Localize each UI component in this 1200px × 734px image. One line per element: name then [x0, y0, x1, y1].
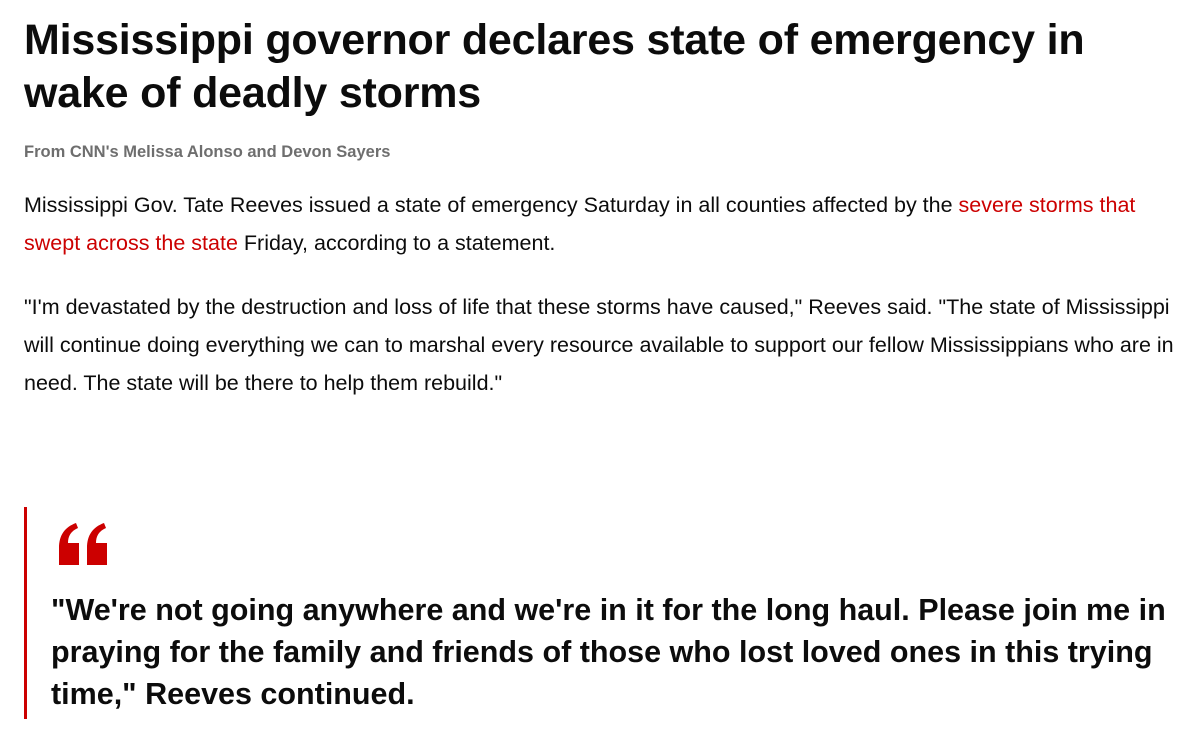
- paragraph-1-text-start: Mississippi Gov. Tate Reeves issued a state of emergency Saturday in all counties affected by the: [24, 193, 959, 217]
- pullquote-text: "We're not going anywhere and we're in it for the long haul. Please join me in praying for the family and friends of those who lost loved ones in this trying time," Reeves continued.: [51, 593, 1166, 711]
- quote-icon: [57, 523, 109, 565]
- storms-story-link[interactable]: severe storms that swept across the state: [24, 193, 1136, 255]
- paragraph-1-text-end: Friday, according to a statement.: [237, 231, 556, 255]
- pullquote: [24, 507, 1184, 719]
- byline: From CNN's Melissa Alonso and Devon Sayers: [24, 143, 391, 161]
- paragraph-1: [24, 186, 1184, 262]
- headline: Mississippi governor declares state of emergency in wake of deadly storms: [24, 16, 1085, 117]
- paragraph-2: "I'm devastated by the destruction and loss of life that these storms have caused," Reeves said. "The state of Mississippi will continue doing everything we can to marshal every resource available to support our fellow Mississippians who are in need. The state will be there to help them rebuild.": [24, 295, 1174, 395]
- article: [24, 0, 1184, 402]
